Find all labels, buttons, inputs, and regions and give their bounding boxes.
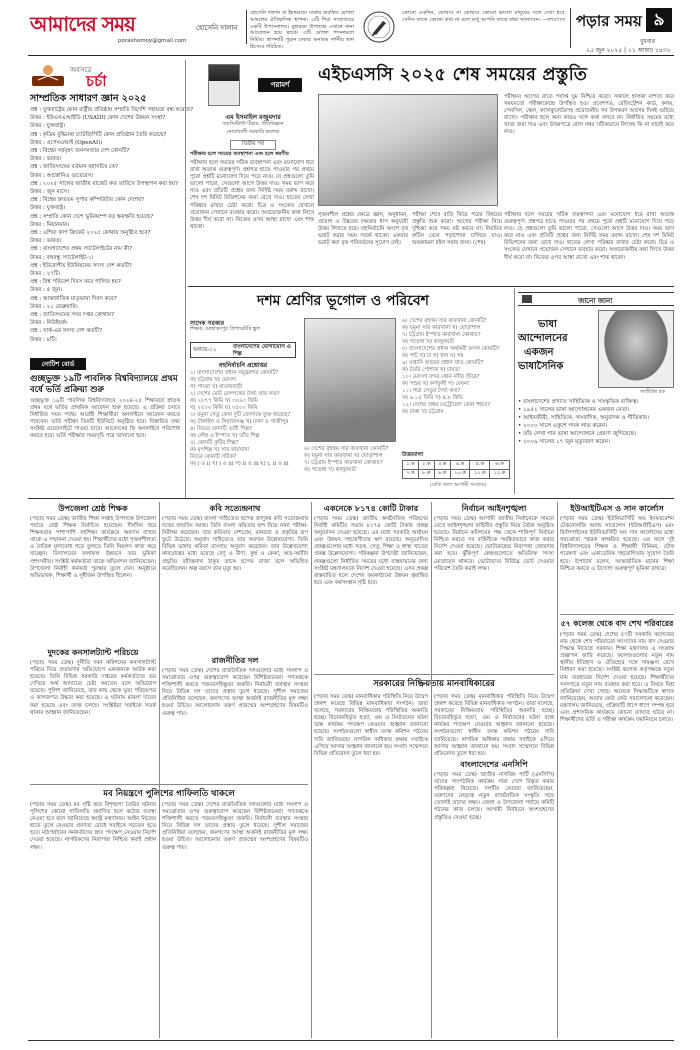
geo-answer-cell: ১০.ক — [450, 470, 470, 479]
quiz-item: প্রশ্ন : সম্প্রতি কোন দেশে ভূমিকম্পে বড় ক্ষয়ক্ষতি হয়েছে? — [30, 213, 154, 220]
hsc-title: এইচএসসি ২০২৫ শেষ সময়ের প্রস্তুতি — [318, 65, 588, 85]
quiz-item: উত্তর : ভারত। — [30, 238, 62, 245]
article-3-title: মব নিয়ন্ত্রণে পুলিশের গাফিলতি থাকলে — [103, 789, 235, 799]
geo-questions-right — [402, 318, 512, 448]
quiz-item: উত্তর : ৫ জুন। — [30, 287, 63, 294]
masthead-day: বুধবার — [640, 38, 656, 45]
quiz-item: উত্তর : আন্তোনিও গুতেরেস। — [30, 172, 94, 179]
quiz-item: প্রশ্ন : বিশ্বের সর্ববৃহৎ জনসংখ্যার দেশ কোনটি? — [30, 148, 130, 155]
geo-next: (বাকি অংশ আগামী সংখ্যায়) — [430, 482, 487, 488]
bhasha-fact: • ১৯৫২ সালের ভাষা আন্দোলনের একজন নেতা। — [518, 407, 630, 413]
article-8-title: নির্বাচন আইনশৃঙ্খলা — [461, 503, 527, 513]
geo-question: ১০। মোংলা বন্দর কোন নদীর তীরে? — [402, 374, 480, 380]
geo-question: ৩। যমুনা সেতু কোন দুটি জেলাকে যুক্ত করেছে? — [190, 412, 291, 418]
article-3-body-b: (পড়ার সময় ডেস্ক) দেশের রাজনৈতিক দলগুলোর মধ্যে সংলাপ ও সমঝোতার ওপর গুরুত্বারোপ করেছেন বিশিষ্টজনেরা। গণতন্ত্রকে শক্তিশালী করতে পরমতসহিষ্ণুতা জরুরি। নির্বাচনী ব্যবস্থার সংস্কার নিয়ে বিভিন্ন দল তাদের প্রস্তাব তুলে ধরেছে। সুশীল সমাজের প্রতিনিধিরা বলেছেন, জনগণের আস্থা অর্জনই রাজনীতির মূল লক্ষ্য হওয়া উচিত। আলোচনায় তরুণ প্রজন্মের অংশগ্রহণের বিষয়টিও গুরুত্ব পায়। — [162, 802, 308, 851]
quiz-item: প্রশ্ন : আন্তর্জাতিক মাতৃভাষা দিবস কবে? — [30, 295, 117, 302]
article-3-body-a: (পড়ার সময় ডেস্ক) মব সৃষ্টি করে বিশৃঙ্খলা তৈরির ঘটনায় পুলিশের কোনো গাফিলতি প্রমাণিত হলে কঠোর ব্যবস্থা নেওয়া হবে বলে জানিয়েছে স্বরাষ্ট্র মন্ত্রণালয়। আইন নিজের হাতে তুলে নেওয়ার প্রবণতা রোধে সবাইকে সচেতন হতে হবে। মাঠপর্যায়ের কর্মকর্তাদের দ্রুত পদক্ষেপ নেওয়ার নির্দেশ দেওয়া হয়েছে। নাগরিকদের নিরাপত্তা নিশ্চিত করাই প্রধান লক্ষ্য। — [30, 802, 156, 851]
geo-chapter-box — [190, 342, 296, 358]
quiz-item: উত্তর : ভারত। — [30, 156, 62, 163]
quiz-item: উত্তর : যুক্তরাষ্ট্র। — [30, 205, 66, 212]
quiz-item: প্রশ্ন : বিশ্ব পরিবেশ দিবস কবে পালিত হয়? — [30, 279, 121, 286]
quiz-item: উত্তর : ওপেনএআই (OpenAI)। — [30, 139, 103, 146]
geo-title: দশম শ্রেণির ভূগোল ও পরিবেশ — [257, 293, 429, 309]
article-6-body: (পড়ার সময় ডেস্ক) জাতীয় অর্থনৈতিক পরিষদের নির্বাহী কমিটির সভায় ৮১৭৪ কোটি টাকার প্রকল্প অনুমোদন দেওয়া হয়েছে। এর মধ্যে সরকারি অর্থায়ন এবং উন্নয়ন সহযোগীদের ঋণ রয়েছে। অনুমোদিত প্রকল্পগুলোর মধ্যে সড়ক, সেতু, শিক্ষা ও স্বাস্থ্য খাতের প্রকল্প উল্লেখযোগ্য। পরিকল্পনা উপদেষ্টা জানিয়েছেন, প্রকল্পগুলো নির্ধারিত সময়ের মধ্যে বাস্তবায়নের জন্য সংশ্লিষ্ট মন্ত্রণালয়কে নির্দেশ দেওয়া হয়েছে। এসব প্রকল্প বাস্তবায়িত হলে দেশের অবকাঠামো উন্নয়ন ত্বরান্বিত হবে এবং কর্মসংস্থান সৃষ্টি হবে। — [314, 516, 428, 586]
geo-question: ক) পশুর খ) কর্ণফুলী গ) মেঘনা — [402, 381, 469, 387]
bhasha-fact: • আইনজীবী, সাহিত্যিক, সাংবাদিক, অনুবাদক ও গীতিকার। — [518, 415, 650, 421]
geo-question: ৬। দেশের বৃহত্তম সার কারখানা কোনটি? — [304, 446, 389, 452]
geo-question: ৪। নিচের কোনটি ভারী শিল্প? — [190, 426, 252, 432]
article-4-body: (পড়ার সময় ডেস্ক) বাংলা সাহিত্যের ছন্দের জাদুকর কবি সত্যেন্দ্রনাথ দত্তের জন্মদিন আজ। তিনি বাংলা কবিতায় ছন্দ নিয়ে নানা পরীক্ষা-নিরীক্ষা করেছেন। তার কবিতায় দেশপ্রেম, মানবতা ও প্রকৃতির রূপ ফুটে উঠেছে। অনুবাদ সাহিত্যেও তার অবদান উল্লেখযোগ্য। তিনি বিভিন্ন ভাষার কবিতা বাংলায় অনুবাদ করেছেন। তার উল্লেখযোগ্য কাব্যগ্রন্থের মধ্যে রয়েছে বেণু ও বীণা, কুহু ও কেকা, অভ্র-আবীর প্রভৃতি। রবীন্দ্রনাথ ঠাকুর তাকে ছন্দের রাজা বলে অভিহিত করেছিলেন। অল্প বয়সে তার মৃত্যু হয়। — [162, 516, 308, 572]
bhasha-caption: গাজীউল হক — [640, 390, 665, 395]
geo-question: গ) ২৫০০ কিমি ঘ) ৩৫০০ কিমি — [190, 405, 258, 411]
hsc-col-4: পরীক্ষা শেষে বাড়ি ফিরে পরের বিষয়ের প্রস্তুতি শুরু করো। আগের পরীক্ষা নিয়ে দুশ্চিন্তা করে সময় নষ্ট করবে না। নিয়মিত রুটিন মেনে পড়াশোনা চালিয়ে যাও। শুভকামনা রইল সবার জন্য। (শেষ) — [412, 212, 502, 247]
article-10-body: (পড়ার সময় ডেস্ক) ইউনিভার্সিটি অব ইনফরমেশন টেকনোলজি অ্যান্ড সায়েন্সেস (ইউআইটিএস) এবং ফিলিপাইনের ইউনিভার্সিটি অব সান কার্লোসের মধ্যে সমঝোতা স্মারক স্বাক্ষরিত হয়েছে। এর ফলে দুই বিশ্ববিদ্যালয়ের শিক্ষক ও শিক্ষার্থী বিনিময়, যৌথ গবেষণা এবং একাডেমিক সহযোগিতার সুযোগ তৈরি হবে। উপাচার্য বলেন, আন্তর্জাতিক মানের শিক্ষা নিশ্চিত করতে এ উদ্যোগ গুরুত্বপূর্ণ ভূমিকা রাখবে। — [560, 516, 674, 572]
geo-classroom-photo — [304, 318, 396, 442]
geo-question: ক) ২৮৭৭ কিমি খ) ৩০৯৩ কিমি — [190, 398, 258, 404]
geo-teacher: সাদেক সরকার — [190, 320, 225, 327]
bhasha-title: ভাষা আন্দোলনের একজন ভাষাসৈনিক — [518, 319, 568, 372]
bhasha-fact: • ২০০০ সালে একুশে পদক লাভ করেন। — [518, 423, 608, 429]
hsc-col-2: পরীক্ষার আগের রাতে পর্যাপ্ত ঘুম নিশ্চিত করো। সকালে হালকা নাশতা করে সময়মতো পরীক্ষাকেন্দ্রে উপস্থিত হও। প্রবেশপত্র, রেজিস্ট্রেশন কার্ড, কলম, পেনসিল, স্কেল, ক্যালকুলেটরসহ প্রয়োজনীয় সব উপকরণ আগের দিনই গুছিয়ে রাখো। পরীক্ষার হলে অন্য কারও সঙ্গে কথা বলবে না। নির্ধারিত সময়ের মধ্যে খাতা জমা দাও এবং উত্তরপত্রে রোল নম্বর সঠিকভাবে লিখেছ কি না যাচাই করে নাও। — [504, 94, 674, 136]
pen-emblem-icon — [362, 10, 396, 44]
geo-question: ক) টাঙ্গাইল ও সিরাজগঞ্জ খ) ঢাকা ও গাজীপুর — [190, 419, 289, 425]
masthead-author: হোসেনি দালান — [196, 24, 238, 32]
geo-answer-label: উত্তরমালা — [402, 452, 424, 458]
bhasha-label: জানো জানা — [578, 296, 613, 305]
advice-author-name: এম ইসমাইল মজুমদার — [225, 113, 281, 121]
article-1-body: (পড়ার সময় ডেস্ক) জাতীয় শিক্ষা সপ্তাহ উপলক্ষে উপজেলা পর্যায়ে শ্রেষ্ঠ শিক্ষক নির্বাচিত হয়েছেন। দীর্ঘদিন ধরে শিক্ষকতার পাশাপাশি সহশিক্ষা কার্যক্রমে অবদান রাখায় তাকে এ সম্মাননা দেওয়া হয়। শিক্ষার্থীদের মধ্যে সৃজনশীলতা ও নৈতিক মূল্যবোধ গড়ে তুলতে তিনি নিরলস কাজ করে যাচ্ছেন। বিদ্যালয়ের ফলাফল উন্নয়নে তার ভূমিকা প্রশংসনীয়। সংশ্লিষ্ট কর্মকর্তারা তাকে অভিনন্দন জানিয়েছেন। উপজেলা নির্বাহী কর্মকর্তা পুরস্কার তুলে দেন। অনুষ্ঠানে অভিভাবক, শিক্ষার্থী ও সুধীজন উপস্থিত ছিলেন। — [30, 516, 156, 579]
quiz-logo: অবসরে চর্চা — [30, 62, 170, 88]
geo-question: ক) তৈরি পোশাক খ) চামড়া — [402, 367, 460, 373]
geo-answer-cell: ৫.ক — [470, 461, 490, 470]
hsc-col-5: পরীক্ষার হলে সময়ের সঠিক ব্যবস্থাপনা এবং মনোযোগ ধরে রাখা অত্যন্ত গুরুত্বপূর্ণ। প্রশ্নপত্র হাতে পাওয়ার পর প্রথমে পুরো প্রশ্নটি মনোযোগ দিয়ে পড়ে নাও। যে প্রশ্নগুলো তুমি ভালো পারো, সেগুলো আগে উত্তর দাও। সময় ভাগ করে নাও এবং প্রতিটি প্রশ্নের জন্য নির্দিষ্ট সময় বরাদ্দ রাখো। শেষ দশ মিনিট রিভিশনের জন্য রেখে দাও। হাতের লেখা পরিষ্কার রাখার চেষ্টা করো। চিত্র ও সংকেত যেখানে প্রয়োজন সেখানে ব্যবহার করো। অপ্রয়োজনীয় কথা লিখে উত্তর দীর্ঘ করো না। নিজের ওপর আস্থা রাখো এবং শান্ত থাকো। — [504, 212, 674, 261]
author-photo — [208, 64, 240, 106]
geo-questions-mid — [304, 446, 400, 492]
quiz-item: উত্তর : ইউএসএআইডি (USAID) কোন দেশের উন্নয়ন সংস্থা? — [30, 115, 166, 122]
quiz-item: উত্তর : ২৭টি। — [30, 271, 61, 278]
geo-answer-cell: ১.ক — [403, 461, 419, 470]
bhasha-fact: • ২০০৯ সালের ১৭ জুন মৃত্যুবরণ করেন। — [518, 439, 611, 445]
hsc-col-3: সৃজনশীল প্রশ্নের ক্ষেত্রে জ্ঞান, অনুধাবন, প্রয়োগ ও উচ্চতর দক্ষতার ধাপ অনুযায়ী উত্তর লিখতে হবে। বহুনির্বাচনি অংশে বৃত্ত ভরাট করার সময় সতর্ক থাকো। একবার ভরাট করা বৃত্ত পরিবর্তনের সুযোগ নেই। — [318, 212, 408, 247]
article-10-title: ইউআইটিএস ও সান কার্লোস — [570, 503, 664, 513]
notice-headline: গুচ্ছভুক্ত ১৯টি পাবলিক বিশ্ববিদ্যালয়ে প্রথম বর্ষে ভর্তি প্রক্রিয়া শুরু — [30, 374, 178, 395]
geo-answer-cell: ১২.ক — [490, 470, 510, 479]
article-8-body: (পড়ার সময় ডেস্ক) আগামী জাতীয় নির্বাচনকে সামনে রেখে আইনশৃঙ্খলা বাহিনীর প্রস্তুতি নিয়ে বৈঠক অনুষ্ঠিত হয়েছে। নির্বাচন কমিশনের পক্ষ থেকে শান্তিপূর্ণ নির্বাচন নিশ্চিত করতে সব বাহিনীকে সমন্বিতভাবে কাজ করার নির্দেশ দেওয়া হয়েছে। ভোটকেন্দ্রের নিরাপত্তা জোরদার করা হবে। ঝুঁকিপূর্ণ কেন্দ্রগুলোতে অতিরিক্ত সদস্য মোতায়েন থাকবে। ভোটারদের নির্বিঘ্নে ভোট দেওয়ার পরিবেশ তৈরি করাই লক্ষ্য। — [434, 516, 554, 572]
quiz-item: প্রশ্ন : জাতিসংঘের সদর দপ্তর কোথায়? — [30, 312, 115, 319]
article-6-title: একনেকে ৮১৭৪ কোটি টাকার — [323, 503, 419, 513]
article-5-body: (পড়ার সময় ডেস্ক) দেশের রাজনৈতিক দলগুলোর মধ্যে সংলাপ ও সমঝোতার ওপর গুরুত্বারোপ করেছেন বিশিষ্টজনেরা। গণতন্ত্রকে শক্তিশালী করতে পরমতসহিষ্ণুতা জরুরি। নির্বাচনী ব্যবস্থার সংস্কার নিয়ে বিভিন্ন দল তাদের প্রস্তাব তুলে ধরেছে। সুশীল সমাজের প্রতিনিধিরা বলেছেন, জনগণের আস্থা অর্জনই রাজনীতির মূল লক্ষ্য হওয়া উচিত। আলোচনায় তরুণ প্রজন্মের অংশগ্রহণের বিষয়টিও গুরুত্ব পায়। — [162, 668, 308, 717]
geo-question: নিচের কোনটি সঠিক? — [190, 454, 237, 460]
quiz-item: উত্তর : ৮টি। — [30, 336, 57, 343]
quiz-item: প্রশ্ন : বিশ্বের দ্রুততম সুপার কম্পিউটার কোন দেশের? — [30, 197, 145, 204]
geo-answer-cell: ৩.ক — [434, 461, 450, 470]
masthead-logo: আমাদের সময় — [30, 12, 135, 36]
geo-question: ক) ৬.১৫ কিমি খ) ৪.৮ কিমি — [402, 395, 463, 401]
page-number: ৯ — [646, 8, 672, 32]
geo-question: ক) যমুনা সার কারখানা খ) ঘোড়াশাল — [402, 325, 481, 331]
quiz-item: উত্তর : ২১ ফেব্রুয়ারি। — [30, 303, 78, 310]
article-4-title: কবি সত্যেন্দ্রনাথ — [209, 503, 261, 513]
article-9-title: বাংলাদেশের এনসিপি — [460, 759, 528, 769]
advice-col-1: পরীক্ষার হলে সময়ের সঠিক ব্যবস্থাপনা এবং মনোযোগ ধরে রাখা অত্যন্ত গুরুত্বপূর্ণ। প্রশ্নপত্র হাতে পাওয়ার পর প্রথমে পুরো প্রশ্নটি মনোযোগ দিয়ে পড়ে নাও। যে প্রশ্নগুলো তুমি ভালো পারো, সেগুলো আগে উত্তর দাও। সময় ভাগ করে নাও এবং প্রতিটি প্রশ্নের জন্য নির্দিষ্ট সময় বরাদ্দ রাখো। শেষ দশ মিনিট রিভিশনের জন্য রেখে দাও। হাতের লেখা পরিষ্কার রাখার চেষ্টা করো। চিত্র ও সংকেত যেখানে প্রয়োজন সেখানে ব্যবহার করো। অপ্রয়োজনীয় কথা লিখে উত্তর দীর্ঘ করো না। নিজের ওপর আস্থা রাখো এবং শান্ত থাকো। — [190, 160, 314, 230]
article-11-title: ৫৭ কলেজ থেকে বাদ শেখ পরিবারের — [560, 619, 674, 628]
article-7-body-a: (পড়ার সময় ডেস্ক) মানবাধিকার পরিস্থিতি নিয়ে উদ্বেগ প্রকাশ করেছে বিভিন্ন মানবাধিকার সংগঠন। তারা বলেছে, সরকারের নিষ্ক্রিয়তায় পরিস্থিতির অবনতি হচ্ছে। বিচারবহির্ভূত হত্যা, গুম ও নির্যাতনের ঘটনা বন্ধে কার্যকর পদক্ষেপ নেওয়ার আহ্বান জানানো হয়েছে। সংগঠনগুলো স্বাধীন তদন্ত কমিশন গঠনের দাবি জানিয়েছে। নাগরিক অধিকার রক্ষায় সবাইকে এগিয়ে আসার আহ্বান জানানো হয়। সংবাদ সম্মেলনে বিভিন্ন প্রতিবেদন তুলে ধরা হয়। — [314, 694, 428, 757]
geo-chapter-label: অধ্যায়-১১ — [193, 347, 217, 353]
geo-question: ক) লৌহ ও ইস্পাত খ) তাঁত শিল্প — [190, 433, 260, 439]
geo-answer-cell: ১১.ক — [470, 470, 490, 479]
geo-question: গ) পায়রা ঘ) মাতারবাড়ী — [190, 384, 243, 390]
bhasha-fact: • তাঁর লেখা গান ভাষা আন্দোলনে প্রেরণা জুগিয়েছে। — [518, 431, 637, 437]
geo-question: ক) পতেঙ্গা খ) কালুরঘাট — [304, 467, 356, 473]
geo-question: ৬। দেশের বৃহত্তম সার কারখানা কোনটি? — [402, 318, 487, 324]
bhasha-portrait — [598, 310, 674, 388]
article-7-title: সরকারের নিষ্ক্রিয়তায় মানবাধিকারের — [373, 679, 495, 689]
article-2-body: (পড়ার সময় ডেস্ক) দুর্নীতি দমন কমিশনের কনসালট্যান্ট পরিচয় দিয়ে প্রতারণার অভিযোগে একজনকে আটক করা হয়েছে। তিনি বিভিন্ন সরকারি দপ্তরের কর্মকর্তাদের ভয় দেখিয়ে অর্থ আদায়ের চেষ্টা করতেন বলে অভিযোগ রয়েছে। পুলিশ জানিয়েছে, তার কাছ থেকে ভুয়া পরিচয়পত্র ও কাগজপত্র উদ্ধার করা হয়েছে। এ ঘটনায় মামলা দায়ের করা হয়েছে এবং তদন্ত চলছে। সংশ্লিষ্টরা সবাইকে সতর্ক থাকার আহ্বান জানিয়েছেন। — [30, 660, 156, 716]
geo-question: ক) i ও ii খ) i ও iii গ) ii ও iii ঘ) i, ii ও iii — [190, 461, 289, 467]
section-title: পড়ার সময় — [576, 12, 642, 30]
quiz-item: উত্তর : নিউইয়র্ক। — [30, 320, 68, 327]
geo-question: ক) পতেঙ্গা খ) কালুরঘাট — [402, 339, 454, 345]
article-7-body-b: (পড়ার সময় ডেস্ক) মানবাধিকার পরিস্থিতি নিয়ে উদ্বেগ প্রকাশ করেছে বিভিন্ন মানবাধিকার সংগঠন। তারা বলেছে, সরকারের নিষ্ক্রিয়তায় পরিস্থিতির অবনতি হচ্ছে। বিচারবহির্ভূত হত্যা, গুম ও নির্যাতনের ঘটনা বন্ধে কার্যকর পদক্ষেপ নেওয়ার আহ্বান জানানো হয়েছে। সংগঠনগুলো স্বাধীন তদন্ত কমিশন গঠনের দাবি জানিয়েছে। নাগরিক অধিকার রক্ষায় সবাইকে এগিয়ে আসার আহ্বান জানানো হয়। সংবাদ সম্মেলনে বিভিন্ন প্রতিবেদন তুলে ধরা হয়। — [434, 694, 554, 757]
notice-board-label: নোটিশ বোর্ড — [30, 358, 86, 370]
geo-question: ক) ঢাকা খ) চট্টগ্রাম — [402, 409, 444, 415]
geo-answer-cell: ২.ক — [418, 461, 434, 470]
geo-questions-left — [190, 370, 300, 488]
geo-question: ১। বাংলাদেশের প্রধান সমুদ্রবন্দর কোনটি? — [190, 370, 279, 376]
article-11-body: (পড়ার সময় ডেস্ক) দেশের ৫৭টি সরকারি কলেজের নাম থেকে শেখ পরিবারের সদস্যদের নাম বাদ দেওয়ার সিদ্ধান্ত নিয়েছে সরকার। শিক্ষা মন্ত্রণালয় এ সংক্রান্ত প্রজ্ঞাপন জারি করেছে। কলেজগুলোর নতুন নাম স্থানীয় ইতিহাস ও ঐতিহ্যের সঙ্গে সামঞ্জস্য রেখে নির্ধারণ করা হয়েছে। সংশ্লিষ্ট কলেজ কর্তৃপক্ষকে নতুন নাম ব্যবহারের নির্দেশ দেওয়া হয়েছে। শিক্ষার্থীদের সনদপত্রে নতুন নাম ব্যবহার করা হবে। এ বিষয়ে মিশ্র প্রতিক্রিয়া দেখা গেছে। অনেকে সিদ্ধান্তটিকে স্বাগত জানিয়েছেন, আবার কেউ কেউ সমালোচনা করেছেন। মন্ত্রণালয় জানিয়েছে, প্রক্রিয়াটি ধাপে ধাপে সম্পন্ন হবে এবং প্রশাসনিক কার্যক্রমে কোনো ব্যাঘাত ঘটবে না। শিক্ষার্থীদের ভর্তি ও পরীক্ষা কার্যক্রম যথানিয়মে চলবে। — [560, 632, 674, 724]
advice-author-school: নোয়াখালী সরকারি কলেজ — [226, 129, 280, 135]
masthead-poem: হোসেনি দালান বা ইমামবাড়া ঢাকায় অবস্থিত মোগল আমলের ঐতিহাসিক স্থাপনা। এটি শিয়া সম্প্রদায়ের একটি উপাসনালয়। মুহাররম উপলক্ষে এখানে নানা আয়োজন হয়ে থাকে। এটি মোগল শাসনামলে নির্মিত। স্থাপনাটি পুরান ঢাকার অন্যতম দর্শনীয় স্থান হিসেবে পরিচিত। — [250, 10, 354, 50]
geo-answer-table — [402, 460, 510, 479]
quiz-item: উত্তর : জুন মাসে। — [30, 189, 70, 196]
quiz-item: উত্তর : যুক্তরাষ্ট্র। — [30, 123, 66, 130]
quiz-item: প্রশ্ন : বাংলাদেশের প্রথম স্যাটেলাইটের নাম কী? — [30, 246, 133, 253]
quiz-title: সাম্প্রতিক সাধারণ জ্ঞান ২০২৫ — [30, 93, 147, 104]
article-2-title: দুদকের কনসালট্যান্ট পরিচয়ে — [47, 647, 139, 657]
geo-question: ২। দেশের মোট রেলপথের দৈর্ঘ্য প্রায় কত? — [190, 391, 280, 397]
bhasha-fact: • বাংলাদেশের প্রখ্যাত সাহিত্যিক ও সাংস্কৃতিক ব্যক্তিত্ব। — [518, 399, 639, 405]
geo-question: ক) মৃৎশিল্প খ) সার কারখানা — [190, 447, 250, 453]
book-reader-icon — [30, 62, 66, 88]
geo-question: ক) পাট খ) চা গ) ধান ঘ) গম — [402, 353, 464, 359]
masthead-email: porashomoy@gmail.com — [118, 38, 187, 44]
quiz-item: প্রশ্ন : কৃত্রিম বুদ্ধিমত্তা চ্যাটজিপিটি কোন প্রতিষ্ঠান তৈরি করেছে? — [30, 131, 167, 138]
book-icon — [522, 295, 532, 303]
geo-mcq-title: বহুনির্বাচনি প্রশ্নোত্তর — [218, 362, 268, 369]
geo-question: ১১। পদ্মা সেতুর দৈর্ঘ্য কত? — [402, 388, 461, 394]
geo-question: ৭। চট্টগ্রাম ইস্পাত কারখানা কোথায়? — [304, 460, 383, 466]
geo-question: ক) যমুনা সার কারখানা খ) ঘোড়াশাল — [304, 453, 383, 459]
quiz-item: উত্তর : মিয়ানমার। — [30, 221, 69, 228]
advice-part: দ্বিতীয় পর্ব — [230, 140, 276, 150]
masthead-date: ২৫ জুন ২০২৫ | ১১ আষাঢ় ১৪৩২ — [586, 47, 671, 54]
geo-teacher-role: শিক্ষক, মোহাম্মদপুর প্রিপারেটরি স্কুল — [190, 326, 261, 332]
article-1-title: উপজেলা শ্রেষ্ঠ শিক্ষক — [58, 503, 128, 513]
quiz-item: উত্তর : বঙ্গবন্ধু স্যাটেলাইট-১। — [30, 254, 94, 261]
hsc-exam-photo — [318, 94, 498, 206]
geo-answer-cell: ৮.ক — [418, 470, 434, 479]
geo-chapter: বাংলাদেশের যোগাযোগ ও শিল্প — [233, 344, 291, 357]
geo-answer-cell: ৬.ক — [490, 461, 510, 470]
quiz-list — [30, 106, 194, 352]
geo-answer-cell: ৪.ক — [450, 461, 470, 470]
geo-answer-cell: ৯.ক — [434, 470, 450, 479]
geo-question: ৯। রপ্তানি আয়ের প্রধান খাত কোনটি? — [402, 360, 484, 366]
advice-subhead: পরীক্ষার হলে সময়ের ব্যবস্থাপনা এবং হলে করণীয় — [190, 151, 289, 157]
quiz-item: প্রশ্ন : সার্ক-এর সদস্য দেশ কতটি? — [30, 328, 102, 335]
quiz-item: প্রশ্ন : এশিয়া কাপ ক্রিকেট ২০২৫ কোথায় অনুষ্ঠিত হবে? — [30, 230, 151, 237]
notice-body: গুচ্ছভুক্ত ১৯টি পাবলিক বিশ্ববিদ্যালয়ে ২০২৪-২৫ শিক্ষাবর্ষে স্নাতক প্রথম বর্ষে ভর্তির প্রাথমিক আবেদন শুরু হয়েছে। এ প্রক্রিয়া চলবে নির্ধারিত সময় পর্যন্ত। আগ্রহী শিক্ষার্থীরা অনলাইনে আবেদন করতে পারবেন। ভর্তি পরীক্ষা তিনটি ইউনিটে অনুষ্ঠিত হবে। বিস্তারিত তথ্য সংশ্লিষ্ট ওয়েবসাইটে পাওয়া যাবে। আবেদনের ফি অনলাইনে পরিশোধ করতে হবে। ভর্তি পরীক্ষার সময়সূচি পরে জানানো হবে। — [30, 398, 180, 440]
quiz-item: প্রশ্ন : যুক্তরাষ্ট্রের কোন রাষ্ট্রীয় প্রতিষ্ঠান সম্প্রতি বিদেশি সহায়তা বন্ধ করেছে? — [30, 107, 194, 113]
advice-label: পরামর্শ — [258, 78, 302, 92]
quiz-item: প্রশ্ন : জাতিসংঘের বর্তমান মহাসচিব কে? — [30, 164, 118, 171]
geo-question: ১২। দেশের প্রথম মেট্রোরেল কোন শহরে? — [402, 402, 491, 408]
geo-answer-cell: ৭.ক — [403, 470, 419, 479]
geo-question: ৮। বাংলাদেশের প্রধান অর্থকরী ফসল কোনটি? — [402, 346, 500, 352]
quiz-item: প্রশ্ন : ২০২৫ সালের জাতীয় বাজেট কত তারিখে উপস্থাপন করা হয়? — [30, 180, 178, 187]
masthead-quote: কোনো একদিন, কোথাও না কোথাও কোনো ভালো মানুষের সঙ্গে দেখা হবে, সেদিন তাকে কোনো কথা না বলে শুধু আপনি তাকে শ্রদ্ধা জানাবেন। —লাওৎসে — [402, 10, 566, 23]
geo-question: ক) চট্টগ্রাম খ) মোংলা — [190, 377, 237, 383]
advice-author-role: অ্যাসিস্ট্যান্ট টিচার, জীববিজ্ঞান — [222, 121, 284, 127]
geo-question: ৫। কোনটি কুটির শিল্প? — [190, 440, 239, 446]
bhasha-facts — [518, 398, 674, 494]
bhasha-label-box — [518, 292, 674, 306]
quiz-item: প্রশ্ন : ইউরোপীয় ইউনিয়নের সদস্য দেশ কতটি? — [30, 262, 132, 269]
geo-question: ৭। চট্টগ্রাম ইস্পাত কারখানা কোথায়? — [402, 332, 481, 338]
article-9-body: (পড়ার সময় ডেস্ক) জাতীয় নাগরিক পার্টি (এনসিপি) তাদের সাংগঠনিক কার্যক্রম সারা দেশে বিস্তৃত করার পরিকল্পনা নিয়েছে। দলটির নেতারা জানিয়েছেন, তরুণদের নেতৃত্বে নতুন রাজনৈতিক সংস্কৃতি গড়ে তোলাই তাদের লক্ষ্য। জেলা ও উপজেলা পর্যায়ে কমিটি গঠনের কাজ চলছে। আগামী নির্বাচনে অংশগ্রহণের প্রস্তুতিও নেওয়া হচ্ছে। — [434, 772, 554, 821]
article-5-title: রাজনীতির দল — [211, 655, 259, 665]
